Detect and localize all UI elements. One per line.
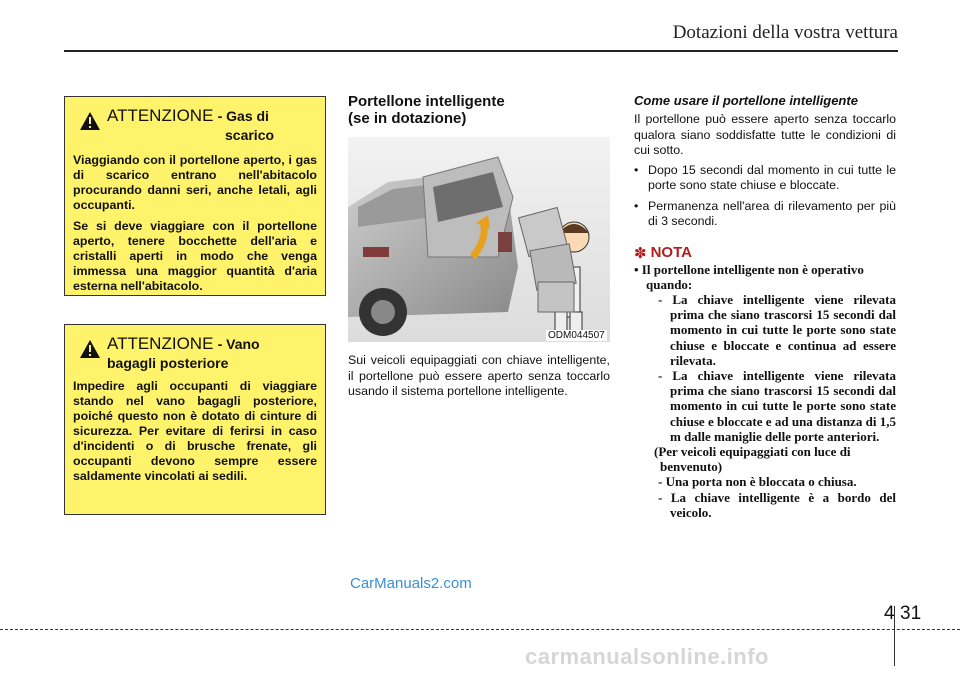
warning-header (73, 107, 317, 145)
warning-triangle-icon (79, 111, 101, 131)
nota-lead: • Il portellone intelligente non è operativo quando: (634, 261, 864, 292)
warning-title-cont: bagagli posteriore (107, 355, 229, 371)
warning-triangle-icon (79, 339, 101, 359)
nota-star-icon: ✽ (634, 244, 647, 262)
warning-label: ATTENZIONE (107, 106, 214, 125)
list-item: • Permanenza nell'area di rilevamento per più di 3 secondi. (634, 199, 896, 230)
section-text: Sui veicoli equipaggiati con chiave intelligente, il portellone può essere aperto senza toccarlo usando il sistema portellone intelligente. (348, 353, 610, 398)
page-header-title: Dotazioni della vostra vettura (672, 22, 898, 43)
image-caption: ODM044507 (548, 330, 605, 341)
warning-body (73, 153, 317, 294)
warning-title: - Vano (217, 336, 260, 352)
nota-label: NOTA (650, 244, 692, 261)
nota-item: - La chiave intelligente è a bordo del veicolo. (658, 489, 896, 520)
howto-intro: Il portellone può essere aperto senza toccarlo qualora siano soddisfatte tutte le condizioni di cui sotto. (634, 112, 896, 157)
howto-heading: Come usare il portellone intelligente (634, 93, 858, 108)
footer-watermark: carmanualsonline.info (525, 644, 769, 669)
warning-body (73, 379, 317, 484)
nota-item-note: (Per veicoli equipaggiati con luce di benvenuto) (654, 443, 851, 475)
warning-header (73, 335, 317, 373)
section-title-line1: Portellone intelligente (348, 93, 505, 110)
warning-paragraph: Se si deve viaggiare con il portellone aperto, tenere bocchette dell'aria e cristalli aperti in modo che venga immessa una maggior quantità d'aria esterna nell'abitacolo. (73, 219, 317, 293)
smart-tailgate-illustration (348, 137, 610, 342)
section-title-line2: (se in dotazione) (348, 110, 467, 127)
warning-title: - Gas di (217, 108, 269, 124)
warning-label: ATTENZIONE (107, 334, 214, 353)
nota-heading (634, 244, 896, 262)
howto-column (634, 93, 896, 520)
footer-rule (0, 629, 960, 630)
warning-box-cargo (64, 324, 326, 515)
howto-bullets (634, 163, 896, 230)
chapter-number: 4 (884, 603, 895, 624)
header-rule (64, 50, 898, 52)
warning-title-cont: scarico (225, 127, 275, 143)
page-number: 31 (900, 603, 922, 624)
nota-item: - La chiave intelligente viene rilevata prima che siano trascorsi 15 secondi dal momento in cui tutte le porte sono state chiuse e bloccate e continua ad essere rilevata. (658, 291, 896, 368)
watermark-link[interactable]: CarManuals2.com (350, 575, 472, 592)
nota-item: - Una porta non è bloccata o chiusa. (658, 474, 857, 490)
section-title (348, 93, 610, 127)
nota-item: - La chiave intelligente viene rilevata prima che siano trascorsi 15 secondi dal momento in cui tutte le porte sono state chiuse e bloccate e ad una distanza di 1,5 m dalle maniglie delle porte anteriori. (658, 367, 896, 444)
warning-box-exhaust (64, 96, 326, 296)
warning-paragraph: Impedire agli occupanti di viaggiare stando nel vano bagagli posteriore, poiché questo non è dotato di cinture di sicurezza. Per evitare di ferirsi in caso d'incidenti o di brusche frenate, gli occupanti devono sempre essere saldamente vincolati ai sedili. (73, 379, 317, 483)
warning-paragraph: Viaggiando con il portellone aperto, i gas di scarico entrano nell'abitacolo procurando danni seri, anche letali, agli occupanti. (73, 153, 317, 212)
nota-body (634, 262, 896, 520)
list-item: • Dopo 15 secondi dal momento in cui tutte le porte sono state chiuse e bloccate. (634, 163, 896, 194)
